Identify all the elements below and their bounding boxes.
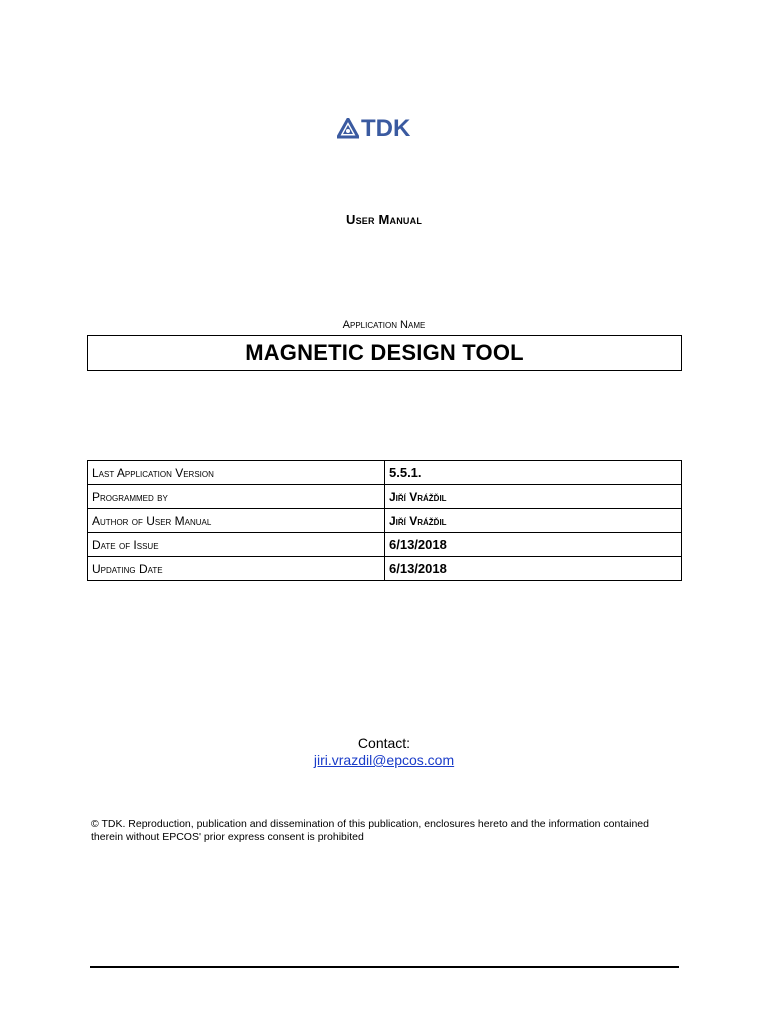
document-type: User Manual <box>345 212 423 227</box>
tdk-triangle-logo-icon <box>337 118 359 140</box>
table-row <box>88 461 682 485</box>
contact-label: Contact: <box>357 735 411 751</box>
row-value: 5.5.1. <box>385 461 682 485</box>
page-title: MAGNETIC DESIGN TOOL <box>245 340 524 365</box>
contact-email-link[interactable]: jiri.vrazdil@epcos.com <box>313 752 455 768</box>
copyright-notice: © TDK. Reproduction, publication and dissemination of this publication, enclosures hereto and the information contained therein without EPCOS' prior express consent is prohibited <box>91 818 649 843</box>
row-label: Updating Date <box>88 557 385 581</box>
tdk-logo <box>337 117 410 141</box>
logo-text: TDK <box>361 115 411 142</box>
application-name-label: Application Name <box>342 319 426 331</box>
row-value: 6/13/2018 <box>385 557 682 581</box>
table-row <box>88 557 682 581</box>
contact-block <box>0 735 768 769</box>
table-row <box>88 485 682 509</box>
row-label: Date of Issue <box>88 533 385 557</box>
row-value: Jiří Vrážďil <box>385 509 682 533</box>
title-box <box>87 335 682 371</box>
info-table <box>87 460 682 581</box>
row-value: 6/13/2018 <box>385 533 682 557</box>
table-row <box>88 533 682 557</box>
row-label: Programmed by <box>88 485 385 509</box>
row-label: Author of User Manual <box>88 509 385 533</box>
row-label: Last Application Version <box>88 461 385 485</box>
footer-divider <box>90 966 679 968</box>
row-value: Jiří Vrážďil <box>385 485 682 509</box>
table-row <box>88 509 682 533</box>
